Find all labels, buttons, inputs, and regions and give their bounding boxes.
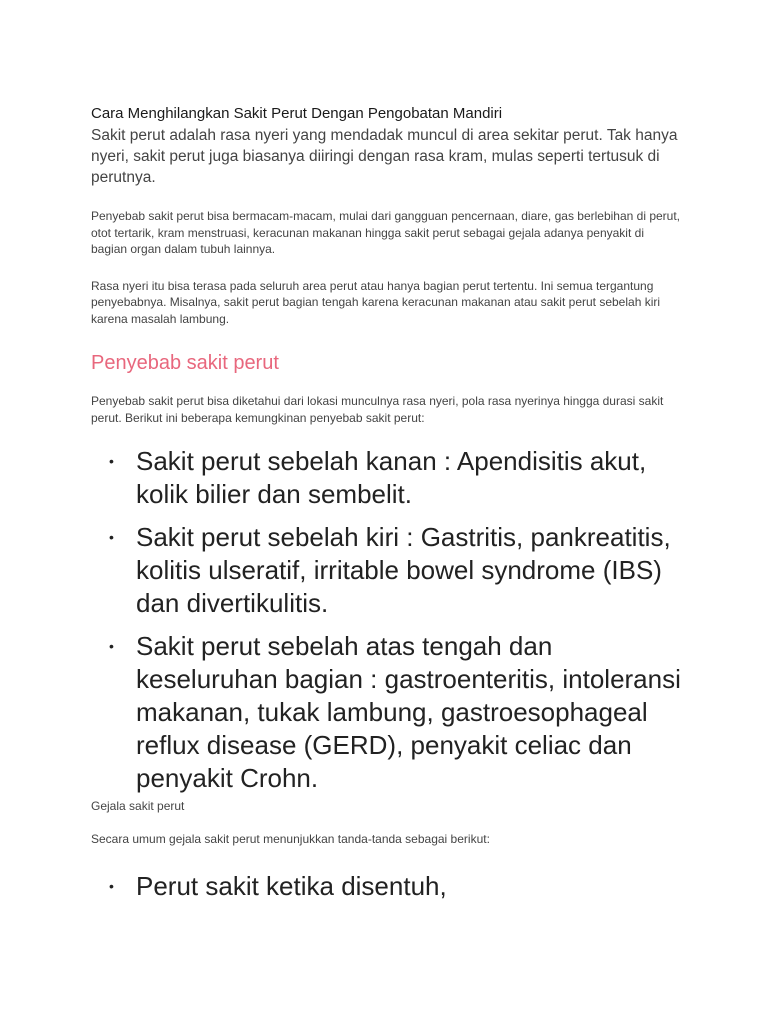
bullet-icon: •: [109, 453, 114, 469]
list-item: [91, 630, 681, 795]
document-body: [91, 104, 681, 913]
symptoms-label: Gejala sakit perut: [91, 799, 185, 813]
bullet-icon: •: [109, 878, 114, 894]
bullet-icon: •: [109, 529, 114, 545]
intro-paragraph: Sakit perut adalah rasa nyeri yang mendadak muncul di area sekitar perut. Tak hanya nyeri, sakit perut juga biasanya diiringi dengan rasa kram, mulas seperti tertusuk di perutnya.: [91, 127, 678, 186]
list-item-text: Sakit perut sebelah atas tengah dan keseluruhan bagian : gastroenteritis, intoleransi makanan, tukak lambung, gastroesophageal reflux disease (GERD), penyakit celiac dan penyakit Crohn.: [136, 631, 681, 793]
document-title: Cara Menghilangkan Sakit Perut Dengan Pengobatan Mandiri: [91, 105, 503, 122]
symptoms-intro-paragraph: Secara umum gejala sakit perut menunjukkan tanda-tanda sebagai berikut:: [91, 831, 490, 846]
list-item: [91, 445, 681, 511]
list-item: [91, 521, 681, 620]
symptoms-list: [91, 870, 681, 903]
bullet-icon: •: [109, 638, 114, 654]
list-item-text: Perut sakit ketika disentuh,: [136, 871, 447, 901]
list-item-text: Sakit perut sebelah kanan : Apendisitis akut, kolik bilier dan sembelit.: [136, 446, 647, 509]
list-item: [91, 870, 681, 903]
paragraph-causes-overview: Penyebab sakit perut bisa bermacam-macam, mulai dari gangguan pencernaan, diare, gas berlebihan di perut, otot tertarik, kram menstruasi, keracunan makanan hingga sakit perut sebagai gejala adanya penyakit di bagian organ dalam tubuh lainnya.: [91, 209, 681, 256]
section-intro-paragraph: Penyebab sakit perut bisa diketahui dari lokasi munculnya rasa nyeri, pola rasa nyerinya hingga durasi sakit perut. Berikut ini beberapa kemungkinan penyebab sakit perut:: [91, 394, 664, 425]
paragraph-pain-location: Rasa nyeri itu bisa terasa pada seluruh area perut atau hanya bagian perut tertentu. Ini semua tergantung penyebabnya. Misalnya, sakit perut bagian tengah karena keracunan makanan atau sakit perut sebelah kiri karena masalah lambung.: [91, 278, 661, 326]
list-item-text: Sakit perut sebelah kiri : Gastritis, pankreatitis, kolitis ulseratif, irritable bowel syndrome (IBS) dan divertikulitis.: [136, 522, 671, 618]
section-heading: Penyebab sakit perut: [91, 352, 279, 374]
causes-list: [91, 445, 681, 795]
